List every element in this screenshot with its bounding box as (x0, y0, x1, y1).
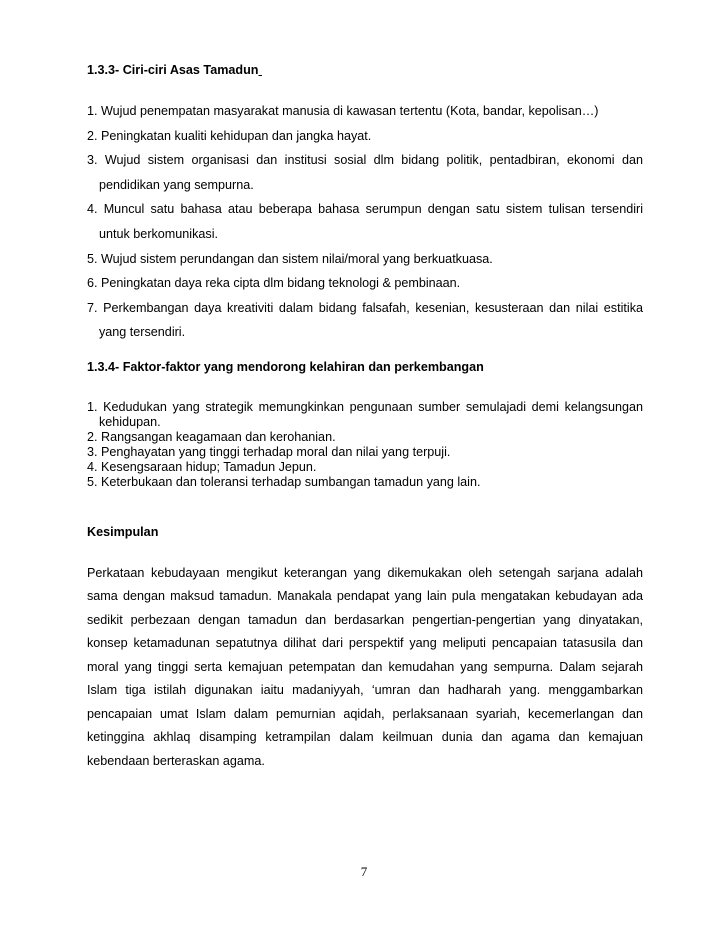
list-item: 4. Kesengsaraan hidup; Tamadun Jepun. (87, 459, 317, 474)
heading-underline-tail (258, 63, 262, 77)
list-item: 6. Peningkatan daya reka cipta dlm bidang teknologi & pembinaan. (87, 276, 461, 291)
section-heading-kesimpulan: Kesimpulan (87, 524, 159, 539)
page-number: 7 (360, 864, 368, 879)
list-item: 1. Wujud penempatan masyarakat manusia di kawasan tertentu (Kota, bandar, kepolisan…) (87, 104, 599, 118)
conclusion-paragraph: Perkataan kebudayaan mengikut keterangan yang dikemukakan oleh setengah sarjana adalah sama dengan maksud tamadun. Manakala pendapat yang lain pula mengatakan kebudayan ada sedikit perbezaan dengan tamadun dan berdasarkan pengertian-pengertian yang dinyatakan, konsep ketamadunan sepatutnya dilihat dari perspektif yang meliputi pencapaian tatasusila dan moral yang tinggi serta kemajuan petempatan dan kemudahan yang sempurna. Dalam sejarah Islam tiga istilah digunakan iaitu madaniyyah, ‘umran dan hadharah yang. menggambarkan pencapaian umat Islam dalam pemurnian aqidah, perlaksanaan syariah, kecemerlangan dan ketinggina akhlaq disamping ketrampilan dalam keilmuan dunia dan agama dan kemajuan kebendaan berteraskan agama. (87, 565, 643, 768)
list-item: 2. Peningkatan kualiti kehidupan dan jangka hayat. (87, 128, 372, 143)
page-content (87, 60, 643, 773)
list-item: 5. Wujud sistem perundangan dan sistem nilai/moral yang berkuatkuasa. (87, 251, 493, 266)
section-heading-faktor: 1.3.4- Faktor-faktor yang mendorong kelahiran dan perkembangan (87, 359, 484, 374)
list-item: 5. Keterbukaan dan toleransi terhadap sumbangan tamadun yang lain. (87, 474, 481, 489)
list-item: 4. Muncul satu bahasa atau beberapa bahasa serumpun dengan satu sistem tulisan tersendiri untuk berkomunikasi. (87, 202, 643, 241)
ciri-ciri-list (87, 99, 643, 345)
section-heading-ciri-ciri: 1.3.3- Ciri-ciri Asas Tamadun (87, 60, 643, 80)
list-item: 1. Kedudukan yang strategik memungkinkan pengunaan sumber semulajadi demi kelangsungan kehidupan. (87, 399, 643, 429)
list-item: 3. Wujud sistem organisasi dan institusi sosial dlm bidang politik, pentadbiran, ekonomi dan pendidikan yang sempurna. (87, 153, 643, 192)
list-item: 2. Rangsangan keagamaan dan kerohanian. (87, 429, 336, 444)
list-item: 3. Penghayatan yang tinggi terhadap moral dan nilai yang terpuji. (87, 444, 451, 459)
list-item: 7. Perkembangan daya kreativiti dalam bidang falsafah, kesenian, kesusteraan dan nilai estitika yang tersendiri. (87, 300, 643, 340)
faktor-list (87, 400, 643, 490)
